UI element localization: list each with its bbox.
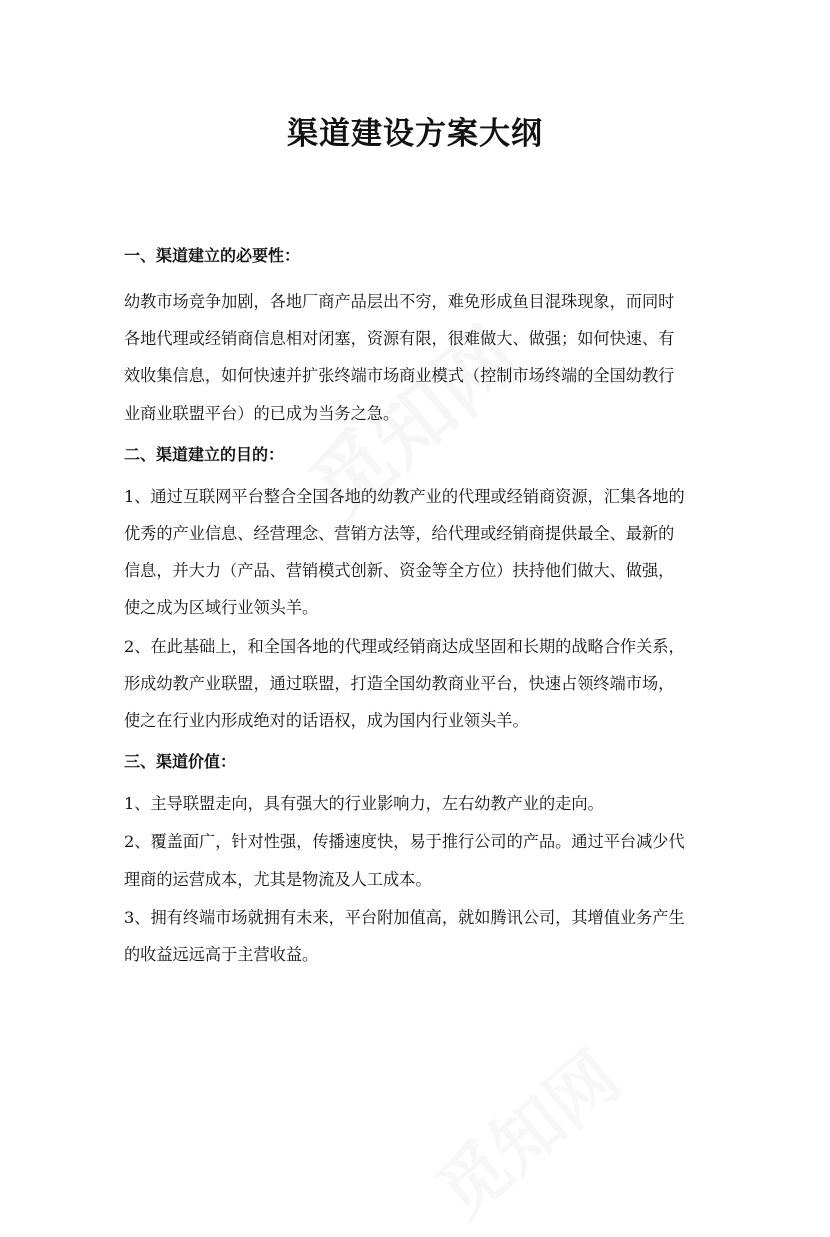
- section-heading-value: 三、渠道价值：: [124, 752, 237, 772]
- text-line: 形成幼教产业联盟，通过联盟，打造全国幼教商业平台，快速占领终端市场，: [124, 673, 675, 693]
- paragraph-purpose-1: [124, 478, 724, 627]
- text-line: 1、主导联盟走向，具有强大的行业影响力，左右幼教产业的走向。: [124, 794, 604, 814]
- paragraph-purpose-2: [124, 628, 724, 740]
- text-line: 各地代理或经销商信息相对闭塞，资源有限，很难做大、做强；如何快速、有: [124, 329, 675, 349]
- paragraph-necessity: [124, 283, 724, 432]
- paragraph-value-1: [124, 785, 724, 822]
- document-body: [124, 237, 724, 973]
- text-line: 1、通过互联网平台整合全国各地的幼教产业的代理或经销商资源，汇集各地的: [124, 486, 685, 506]
- text-line: 业商业联盟平台）的已成为当务之急。: [124, 403, 400, 423]
- section-heading-purpose: 二、渠道建立的目的：: [124, 444, 285, 464]
- paragraph-value-3: [124, 899, 724, 973]
- text-line: 幼教市场竞争加剧，各地厂商产品层出不穷，难免形成鱼目混珠现象，而同时: [124, 292, 675, 311]
- document-title: 渠道建设方案大纲: [287, 116, 543, 152]
- watermark-bottom: [412, 1024, 638, 1236]
- section-heading-necessity: 一、渠道建立的必要性：: [124, 246, 301, 265]
- text-line: 3、拥有终端市场就拥有未来，平台附加值高，就如腾讯公司，其增值业务产生: [124, 907, 685, 927]
- text-line: 2、覆盖面广，针对性强，传播速度快，易于推行公司的产品。通过平台减少代: [124, 832, 685, 852]
- text-line: 优秀的产业信息、经营理念、营销方法等，给代理或经销商提供最全、最新的: [124, 524, 675, 544]
- text-line: 使之成为区域行业领头羊。: [124, 598, 319, 618]
- text-line: 理商的运营成本，尤其是物流及人工成本。: [124, 869, 432, 889]
- text-line: 使之在行业内形成绝对的话语权，成为国内行业领头羊。: [124, 711, 529, 731]
- paragraph-value-2: [124, 823, 724, 897]
- text-line: 的收益远远高于主营收益。: [124, 945, 319, 965]
- text-line: 2、在此基础上，和全国各地的代理或经销商达成坚固和长期的战略合作关系，: [124, 636, 685, 656]
- text-line: 信息，并大力（产品、营销模式创新、资金等全方位）扶持他们做大、做强，: [124, 561, 675, 581]
- text-line: 效收集信息，如何快速并扩张终端市场商业模式（控制市场终端的全国幼教行: [124, 366, 675, 386]
